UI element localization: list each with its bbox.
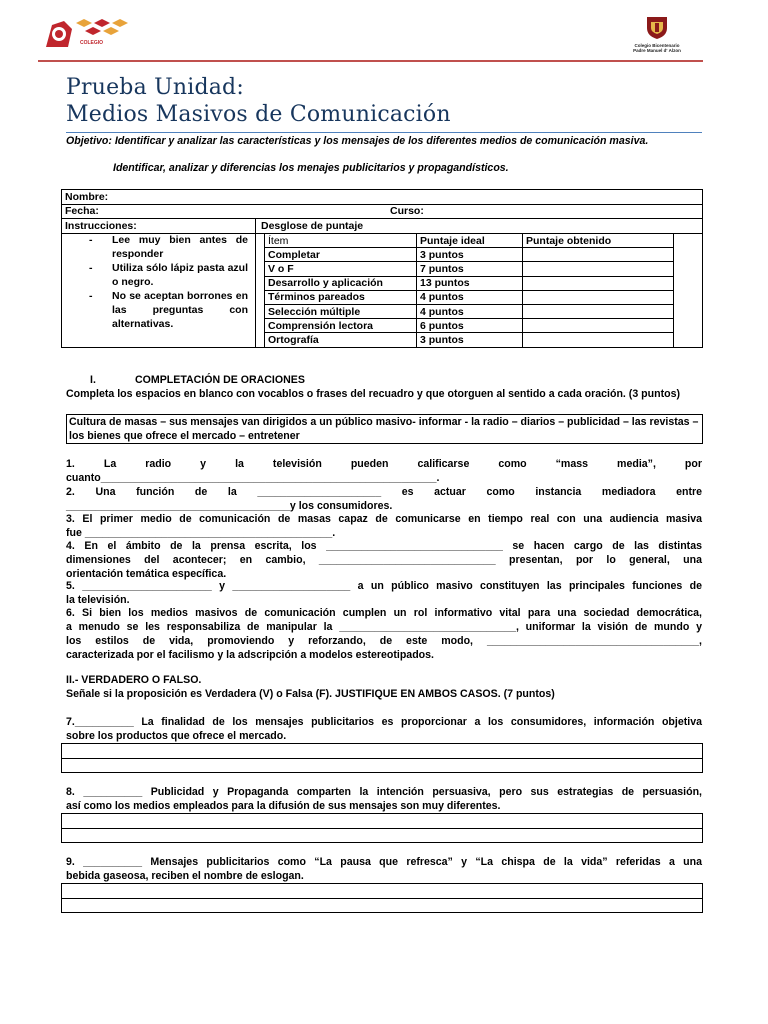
question-8[interactable] [66, 785, 702, 813]
score-table [264, 233, 674, 348]
score-item: V o F [265, 262, 417, 276]
date-label: Fecha: [65, 205, 99, 217]
score-header-ideal: Puntaje ideal [417, 234, 523, 248]
school-logo-left [42, 17, 142, 49]
score-row [265, 304, 674, 318]
question-4-line-c: orientación temática específica. [66, 568, 227, 580]
score-obtained[interactable] [523, 262, 674, 276]
score-ideal: 6 puntos [417, 319, 523, 333]
score-item: Ortografía [265, 333, 417, 347]
question-2-line-a: 2. Una función de la _____________________ es actuar como instancia mediadora entre [66, 486, 702, 498]
score-row [265, 290, 674, 304]
question-9-line-a: 9. __________ Mensajes publicitarios como “La pausa que refresca” y “La chispa de la vida” referidas a una [66, 856, 702, 868]
question-3[interactable] [66, 512, 702, 540]
page-title [66, 74, 451, 128]
name-row[interactable] [62, 190, 702, 205]
question-9[interactable] [66, 855, 702, 883]
school-logo-right [612, 16, 702, 56]
word-bank-box: Cultura de masas – sus mensajes van dirigidos a un público masivo- informar - la radio – diarios – publicidad – las revistas – los bienes que ofrece el mercado – entretener [66, 414, 703, 444]
score-ideal: 4 puntos [417, 290, 523, 304]
score-item: Desarrollo y aplicación [265, 276, 417, 290]
score-row [265, 333, 674, 347]
score-item: Términos pareados [265, 290, 417, 304]
section-1-instruction: Completa los espacios en blanco con vocablos o frases del recuadro y que otorguen al sentido a cada oración. (3 puntos) [66, 388, 680, 400]
question-1[interactable] [66, 457, 702, 485]
title-line-2: Medios Masivos de Comunicación [66, 102, 451, 127]
header-divider [38, 60, 703, 62]
objective-text: Objetivo: Identificar y analizar las características y los mensajes de los diferentes medios de comunicación masiva. [66, 135, 649, 147]
score-ideal: 7 puntos [417, 262, 523, 276]
score-item: Selección múltiple [265, 304, 417, 318]
course-label: Curso: [390, 205, 424, 217]
question-7[interactable] [66, 715, 702, 743]
score-obtained[interactable] [523, 319, 674, 333]
instruction-item: - Lee muy bien antes de responder [86, 233, 248, 261]
name-label: Nombre: [65, 191, 109, 203]
section-1-title: COMPLETACIÓN DE ORACIONES [135, 374, 305, 386]
answer-box-7[interactable] [61, 743, 703, 773]
score-row [265, 262, 674, 276]
question-2[interactable] [66, 485, 702, 513]
question-8-line-b: así como los medios empleados para la difusión de sus mensajes son muy diferentes. [66, 800, 501, 812]
answer-line [62, 898, 702, 899]
score-ideal: 13 puntos [417, 276, 523, 290]
score-item: Comprensión lectora [265, 319, 417, 333]
answer-line [62, 758, 702, 759]
question-6[interactable] [66, 606, 702, 662]
section-1-number: I. [90, 374, 96, 386]
score-row [265, 276, 674, 290]
question-6-line-d: caracterizada por el facilismo y la adscripción a modelos estereotipados. [66, 649, 434, 661]
student-info-table [61, 189, 703, 348]
question-8-line-a: 8. __________ Publicidad y Propaganda comparten la intención persuasiva, pero sus estrategias de persuasión, [66, 786, 702, 798]
objective-text-2: Identificar, analizar y diferencias los menajes publicitarios y propagandísticos. [113, 162, 509, 174]
question-4[interactable] [66, 539, 702, 581]
question-3-line-a: 3. El primer medio de comunicación de masas capaz de comunicarse en tiempo real con una audiencia masiva [66, 513, 702, 525]
school-crest-icon [646, 16, 668, 40]
instruction-item: - No se aceptan borrones en las preguntas con alternativas. [86, 289, 248, 331]
score-row [265, 248, 674, 262]
question-7-line-a: 7.__________ La finalidad de los mensajes publicitarios es proporcionar a los consumidores, información objetiva [66, 716, 702, 728]
right-logo-caption-1: Colegio Bicentenario [634, 43, 680, 48]
question-6-line-b: a menudo se les responsabiliza de manipular la ______________________________, uniformar la visión de mundo y [66, 621, 702, 633]
score-ideal: 3 puntos [417, 333, 523, 347]
question-6-line-a: 6. Si bien los medios masivos de comunicación cumplen un rol informativo vital para una sociedad democrática, [66, 607, 702, 619]
question-2-line-b: ______________________________________y los consumidores. [66, 500, 393, 512]
score-obtained[interactable] [523, 276, 674, 290]
question-9-line-b: bebida gaseosa, reciben el nombre de eslogan. [66, 870, 304, 882]
score-ideal: 3 puntos [417, 248, 523, 262]
section-2-instruction: Señale si la proposición es Verdadera (V) o Falsa (F). JUSTIFIQUE EN AMBOS CASOS. (7 puntos) [66, 688, 555, 700]
question-6-line-c: los estilos de vida, promoviendo y reforzando, de este modo, ____________________________________, [66, 635, 702, 647]
score-obtained[interactable] [523, 304, 674, 318]
question-1-line-b: cuanto_________________________________________________________. [66, 472, 440, 484]
section-2-title: II.- VERDADERO O FALSO. [66, 674, 202, 686]
question-3-line-b: fue __________________________________________. [66, 527, 336, 539]
score-item: Completar [265, 248, 417, 262]
question-4-line-a: 4. En el ámbito de la prensa escrita, los ______________________________ se hacen cargo de las distintas [66, 540, 702, 552]
right-logo-caption-2: Padre Manuel d' Alzon [633, 48, 681, 53]
info-column-divider [255, 219, 256, 348]
score-obtained[interactable] [523, 290, 674, 304]
left-logo-text: COLEGIO [80, 40, 104, 46]
instructions-list [86, 233, 248, 331]
score-obtained[interactable] [523, 248, 674, 262]
title-line-1: Prueba Unidad: [66, 75, 244, 100]
score-header-row [265, 234, 674, 248]
colegio-logo-icon [42, 17, 142, 49]
question-5-line-b: la televisión. [66, 594, 130, 606]
question-7-line-b: sobre los productos que ofrece el mercado. [66, 730, 287, 742]
score-ideal: 4 puntos [417, 304, 523, 318]
score-obtained[interactable] [523, 333, 674, 347]
question-4-line-b: dimensiones del acontecer; en cambio, ______________________________ presentan, por lo general, una [66, 554, 702, 566]
score-header-obtained: Puntaje obtenido [523, 234, 674, 248]
question-5-line-a: 5. ______________________ y ____________________ a un público masivo constituyen las principales funciones de [66, 580, 702, 592]
date-row[interactable] [62, 204, 702, 219]
answer-box-8[interactable] [61, 813, 703, 843]
score-breakdown-label: Desglose de puntaje [261, 220, 364, 232]
score-header-item: Ítem [265, 234, 417, 248]
question-5[interactable] [66, 579, 702, 607]
answer-box-9[interactable] [61, 883, 703, 913]
instructions-label: Instrucciones: [65, 220, 137, 232]
instruction-item: - Utiliza sólo lápiz pasta azul o negro. [86, 261, 248, 289]
answer-line [62, 828, 702, 829]
title-underline [66, 132, 702, 133]
score-row [265, 319, 674, 333]
question-1-line-a: 1. La radio y la televisión pueden calificarse como “mass media”, por [66, 458, 702, 470]
